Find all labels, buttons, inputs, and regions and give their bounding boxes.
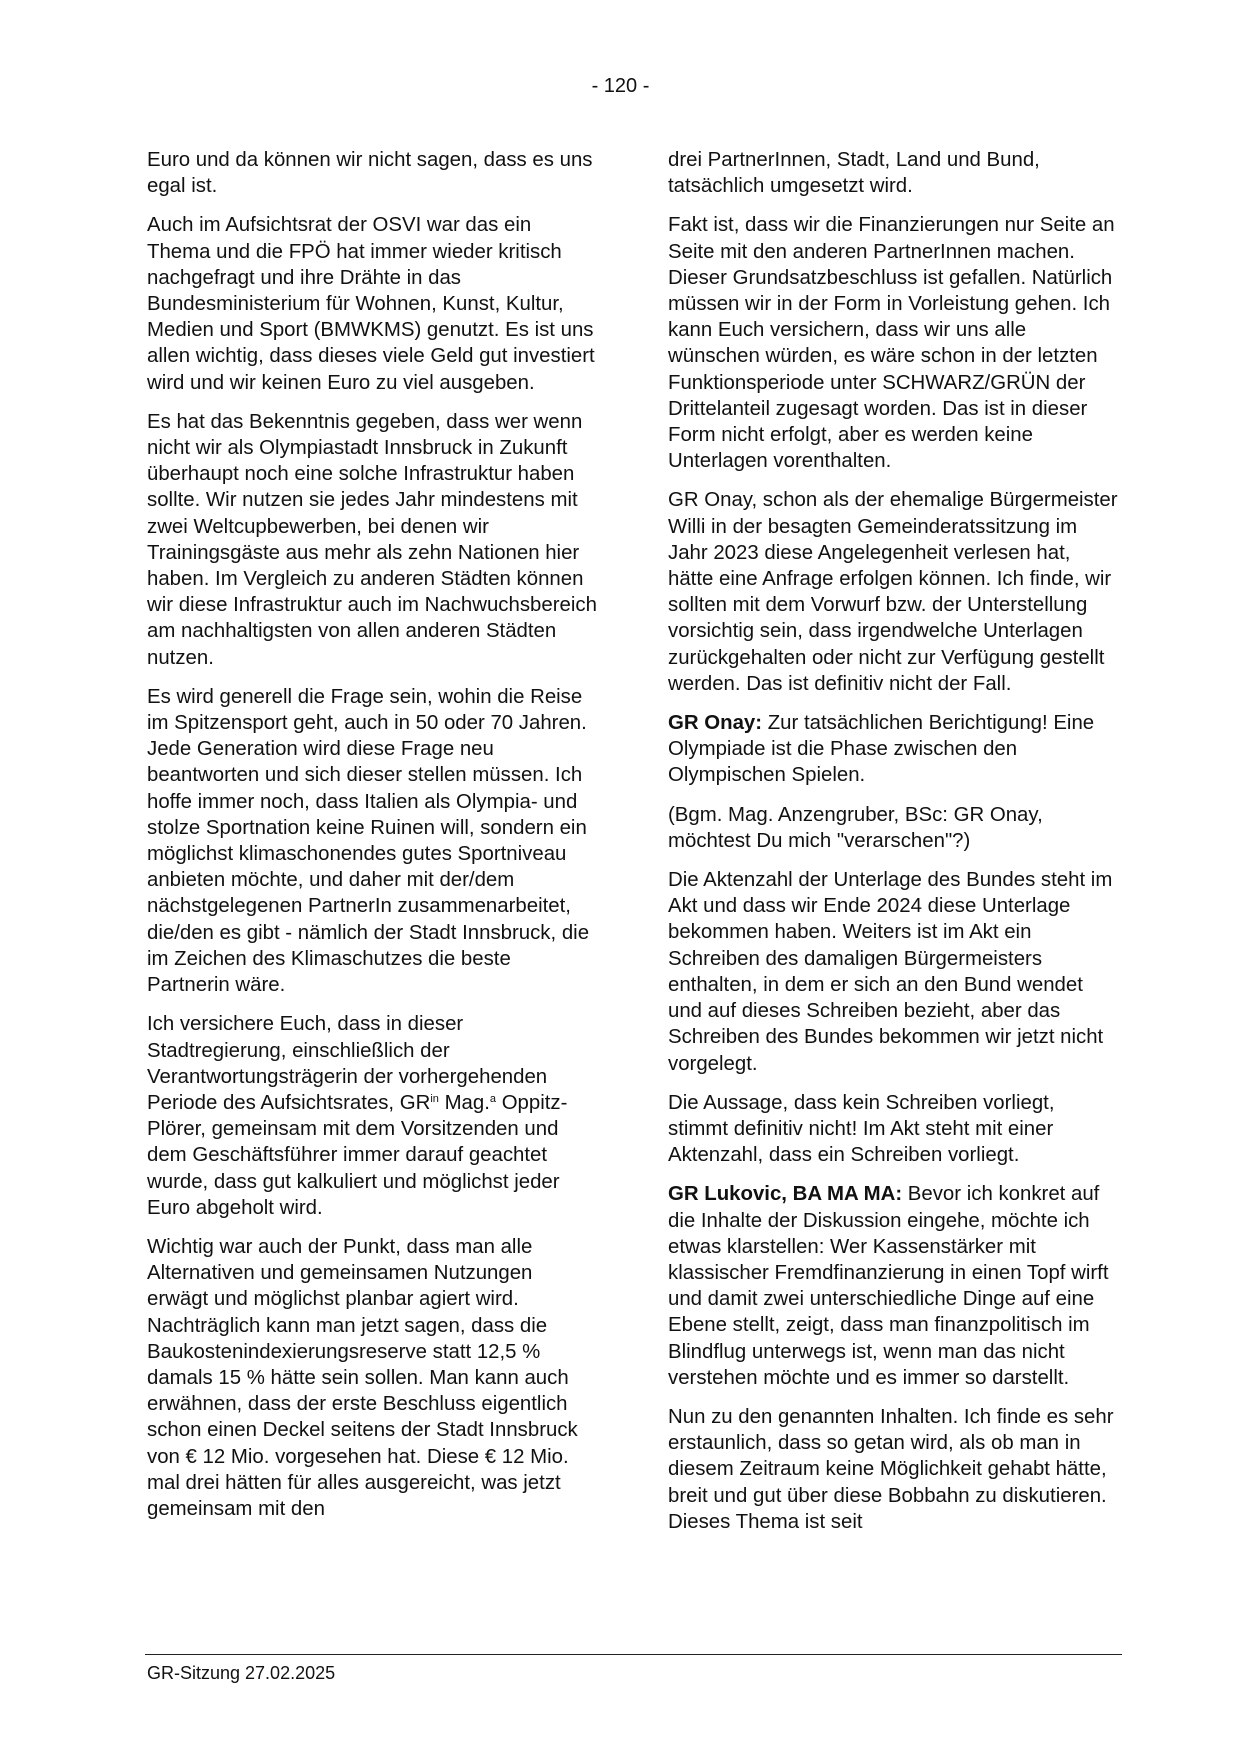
paragraph: Fakt ist, dass wir die Finanzierungen nur Seite an Seite mit den anderen PartnerInnen machen. Dieser Grundsatzbeschluss ist gefallen. Natürlich müssen wir in der Form in Vorleistung gehen. Ich kann Euch versichern, dass wir uns alle wünschen würden, es wäre schon in der letzten Funktionsperiode unter SCHWARZ/GRÜN der Drittelanteil zugesagt worden. Das ist in dieser Form nicht erfolgt, aber es werden keine Unterlagen vorenthalten. [668,214,1115,473]
text-run: Oppitz-Plörer, gemeinsam mit dem Vorsitzenden und dem Geschäftsführer immer darauf geachtet wurde, dass gut kalkuliert und möglichst jeder Euro abgeholt wird. [147,1091,568,1219]
text-run: Ich versichere Euch, dass in dieser Stadtregierung, einschließlich der Verantwortungsträgerin der vorhergehenden Periode des Aufsichtsrates, GR [147,1013,548,1114]
paragraph [147,1011,599,1221]
superscript: in [430,1092,439,1105]
paragraph: Es hat das Bekenntnis gegeben, dass wer wenn nicht wir als Olympiastadt Innsbruck in Zukunft überhaupt noch eine solche Infrastruktur haben sollte. Wir nutzen sie jedes Jahr mindestens mit zwei Weltcupbewerben, bei denen wir Trainingsgäste aus mehr als zehn Nationen hier haben. Im Vergleich zu anderen Städten können wir diese Infrastruktur auch im Nachwuchsbereich am nachhaltigsten von allen anderen Städten nutzen. [147,410,597,669]
paragraph [668,710,1120,789]
paragraph: Die Aussage, dass kein Schreiben vorliegt, stimmt definitiv nicht! Im Akt steht mit einer Aktenzahl, dass ein Schreiben vorliegt. [668,1091,1055,1167]
footer-session-label: GR-Sitzung 27.02.2025 [147,1663,336,1683]
page-number: - 120 - [591,75,650,97]
paragraph: Nun zu den genannten Inhalten. Ich finde es sehr erstaunlich, dass so getan wird, als ob man in diesem Zeitraum keine Möglichkeit gehabt hätte, breit und gut über diese Bobbahn zu diskutieren. Dieses Thema ist seit [668,1405,1114,1533]
text-run: Mag. [438,1091,490,1114]
footer-divider [145,1654,1122,1655]
speaker-name: GR Onay: [668,712,763,735]
left-column [147,147,599,1522]
right-column [668,147,1120,1535]
paragraph: Euro und da können wir nicht sagen, dass es uns egal ist. [147,149,593,198]
paragraph: Es wird generell die Frage sein, wohin die Reise im Spitzensport geht, auch in 50 oder 70 Jahren. Jede Generation wird diese Frage neu beantworten und sich dieser stellen müssen. Ich hoffe immer noch, dass Italien als Olympia- und stolze Sportnation keine Ruinen will, sondern ein möglichst klimaschonendes gutes Sportniveau anbieten möchte, und daher mit der/dem nächstgelegenen PartnerIn zusammenarbeitet, die/den es gibt - nämlich der Stadt Innsbruck, die im Zeichen des Klimaschutzes die beste Partnerin wäre. [147,685,590,997]
paragraph: GR Onay, schon als der ehemalige Bürgermeister Willi in der besagten Gemeinderatssitzung im Jahr 2023 diese Angelegenheit verlesen hat, hätte eine Anfrage erfolgen können. Ich finde, wir sollten mit dem Vorwurf bzw. der Unterstellung vorsichtig sein, dass irgendwelche Unterlagen zurückgehalten oder nicht zur Verfügung gestellt werden. Das ist definitiv nicht der Fall. [668,489,1118,695]
text-run: Bevor ich konkret auf die Inhalte der Diskussion eingehe, möchte ich etwas klarstellen: Wer Kassenstärker mit klassischer Fremdfinanzierung in einen Topf wirft und damit zwei unterschiedliche Dinge auf eine Ebene stellt, zeigt, dass man finanzpolitisch im Blindflug unterwegs ist, wenn man das nicht verstehen möchte und es immer so darstellt. [668,1183,1109,1389]
speaker-name: GR Lukovic, BA MA MA: [668,1183,903,1206]
superscript: a [489,1092,497,1105]
paragraph: drei PartnerInnen, Stadt, Land und Bund, tatsächlich umgesetzt wird. [668,149,1040,198]
paragraph: Auch im Aufsichtsrat der OSVI war das ein Thema und die FPÖ hat immer wieder kritisch nachgefragt und ihre Drähte in das Bundesministerium für Wohnen, Kunst, Kultur, Medien und Sport (BMWKMS) genutzt. Es ist uns allen wichtig, dass dieses viele Geld gut investiert wird und wir keinen Euro zu viel ausgeben. [147,214,595,394]
paragraph [668,1181,1120,1391]
paragraph: Wichtig war auch der Punkt, dass man alle Alternativen und gemeinsamen Nutzungen erwägt und möglichst planbar agiert wird. Nachträglich kann man jetzt sagen, dass die Baukostenindexierungsreserve statt 12,5 % damals 15 % hätte sein sollen. Man kann auch erwähnen, dass der erste Beschluss eigentlich schon einen Deckel seitens der Stadt Innsbruck von € 12 Mio. vorgesehen hat. Diese € 12 Mio. mal drei hätten für alles ausgereicht, was jetzt gemeinsam mit den [147,1235,578,1520]
paragraph: Die Aktenzahl der Unterlage des Bundes steht im Akt und dass wir Ende 2024 diese Unterlage bekommen haben. Weiters ist im Akt ein Schreiben des damaligen Bürgermeisters enthalten, in dem er sich an den Bund wendet und auf dieses Schreiben bezieht, aber das Schreiben des Bundes bekommen wir jetzt nicht vorgelegt. [668,869,1113,1075]
text-run: Zur tatsächlichen Berichtigung! Eine Olympiade ist die Phase zwischen den Olympischen Spielen. [668,712,1095,787]
paragraph: (Bgm. Mag. Anzengruber, BSc: GR Onay, möchtest Du mich "verarschen"?) [668,803,1043,852]
